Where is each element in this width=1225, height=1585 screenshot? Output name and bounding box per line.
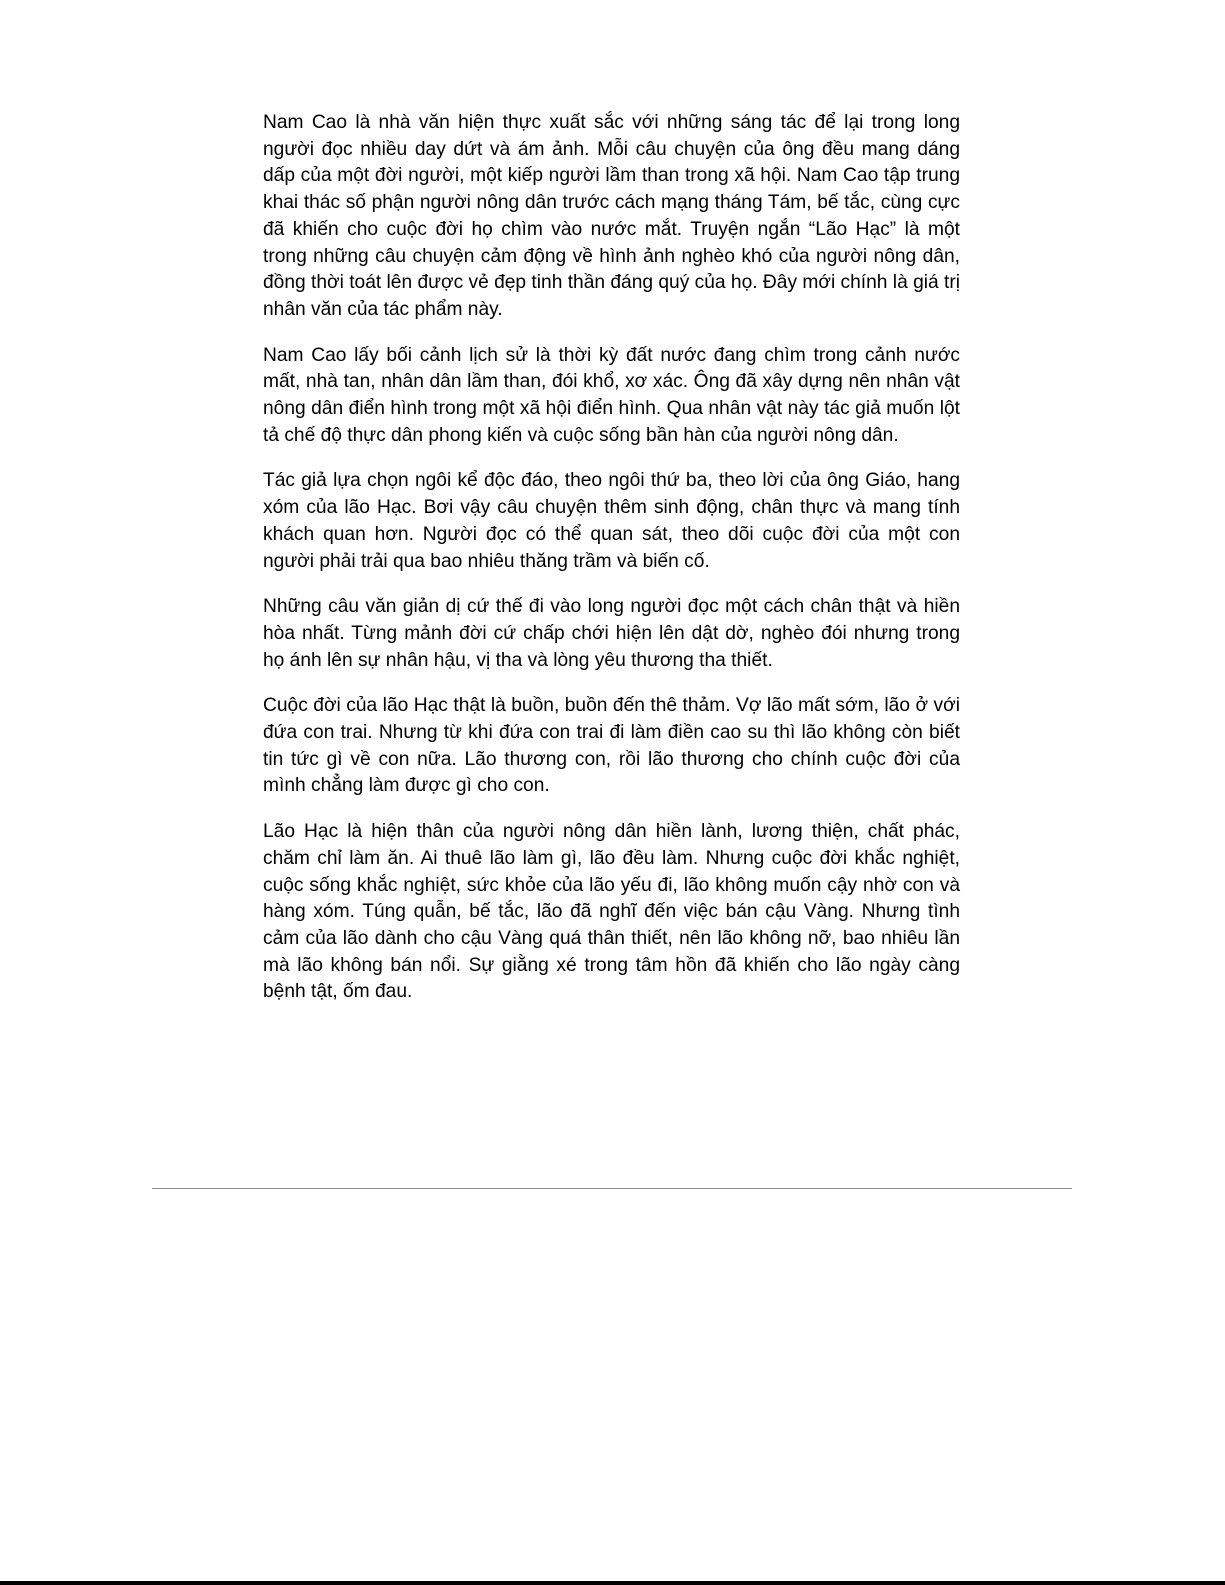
paragraph-context: Nam Cao lấy bối cảnh lịch sử là thời kỳ đất nước đang chìm trong cảnh nước mất, nhà tan, nhân dân lầm than, đói khổ, xơ xác. Ông đã xây dựng nên nhân vật nông dân điển hình trong một xã hội điển hình. Qua nhân vật này tác giả muốn lột tả chế độ thực dân phong kiến và cuộc sống bần hàn của người nông dân.: [263, 344, 960, 446]
page-divider: [152, 1188, 1072, 1189]
page-bottom-edge: [0, 1581, 1225, 1585]
paragraph-character: Lão Hạc là hiện thân của người nông dân hiền lành, lương thiện, chất phác, chăm chỉ làm ăn. Ai thuê lão làm gì, lão đều làm. Nhưng cuộc đời khắc nghiệt, cuộc sống khắc nghiệt, sức khỏe của lão yếu đi, lão không muốn cậy nhờ con và hàng xóm. Túng quẫn, bế tắc, lão đã nghĩ đến việc bán cậu Vàng. Nhưng tình cảm của lão dành cho cậu Vàng quá thân thiết, nên lão không nỡ, bao nhiêu lần mà lão không bán nổi. Sự giằng xé trong tâm hồn đã khiến cho lão ngày càng bệnh tật, ốm đau.: [263, 821, 960, 1003]
paragraph-style: Những câu văn giản dị cứ thế đi vào long người đọc một cách chân thật và hiền hòa nhất. Từng mảnh đời cứ chấp chới hiện lên dật dờ, nghèo đói nhưng trong họ ánh lên sự nhân hậu, vị tha và lòng yêu thương tha thiết.: [263, 596, 960, 671]
paragraph-intro: Nam Cao là nhà văn hiện thực xuất sắc với những sáng tác để lại trong long người đọc nhiều day dứt và ám ảnh. Mỗi câu chuyện của ông đều mang dáng dấp của một đời người, một kiếp người lầm than trong xã hội. Nam Cao tập trung khai thác số phận người nông dân trước cách mạng tháng Tám, bế tắc, cùng cực đã khiến cho cuộc đời họ chìm vào nước mắt. Truyện ngắn “Lão Hạc” là một trong những câu chuyện cảm động về hình ảnh nghèo khó của người nông dân, đồng thời toát lên được vẻ đẹp tinh thần đáng quý của họ. Đây mới chính là giá trị nhân văn của tác phẩm này.: [263, 112, 960, 320]
paragraph-narration: Tác giả lựa chọn ngôi kể độc đáo, theo ngôi thứ ba, theo lời của ông Giáo, hang xóm của lão Hạc. Bơi vậy câu chuyện thêm sinh động, chân thực và mang tính khách quan hơn. Người đọc có thể quan sát, theo dõi cuộc đời của một con người phải trải qua bao nhiêu thăng trầm và biến cố.: [263, 470, 960, 572]
paragraph-life: Cuộc đời của lão Hạc thật là buồn, buồn đến thê thảm. Vợ lão mất sớm, lão ở với đứa con trai. Nhưng từ khi đứa con trai đi làm điền cao su thì lão không còn biết tin tức gì về con nữa. Lão thương con, rồi lão thương cho chính cuộc đời của mình chẳng làm được gì cho con.: [263, 695, 960, 797]
document-body: [263, 110, 960, 1025]
